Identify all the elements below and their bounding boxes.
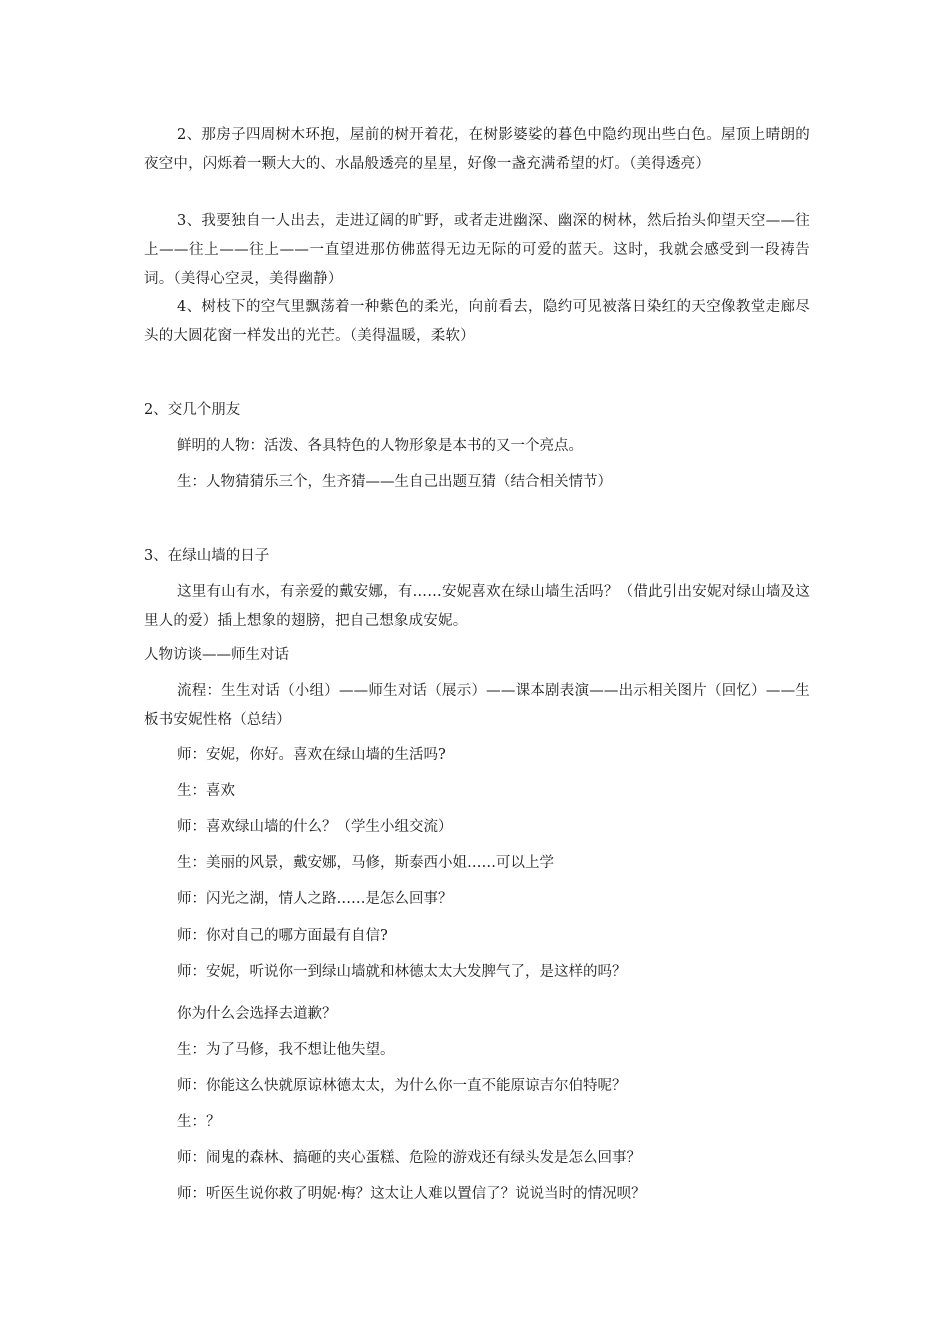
dialog-line: 师：安妮，你好。喜欢在绿山墙的生活吗?	[177, 747, 446, 763]
dialog-line: 师：你能这么快就原谅林德太太，为什么你一直不能原谅吉尔伯特呢？	[177, 1078, 627, 1094]
dialog-line: 你为什么会选择去道歉？	[177, 1006, 337, 1022]
paragraph-intro: 这里有山有水，有亲爱的戴安娜，有……安妮喜欢在绿山墙生活吗？（借此引出安妮对绿山墙及这里人的爱）插上想象的翅膀，把自己想象成安妮。	[144, 584, 810, 629]
paragraph-beauty-2: 2、那房子四周树木环抱，屋前的树开着花，在树影婆娑的暮色中隐约现出些白色。屋顶上晴朗的夜空中，闪烁着一颗大大的、水晶般透亮的星星，好像一盏充满希望的灯。（美得透亮）	[144, 127, 810, 172]
dialog-line: 生：美丽的风景，戴安娜，马修，斯泰西小姐……可以上学	[177, 855, 554, 871]
dialog-line: 生：为了马修，我不想让他失望。	[177, 1042, 395, 1058]
dialog-line: 生：？	[177, 1114, 221, 1130]
text-line: 鲜明的人物：活泼、各具特色的人物形象是本书的又一个亮点。	[177, 438, 583, 454]
paragraph-beauty-4: 4、树枝下的空气里飘荡着一种紫色的柔光，向前看去，隐约可见被落日染红的天空像教堂走廊尽头的大圆花窗一样发出的光芒。（美得温暖，柔软）	[144, 299, 810, 344]
text-line: 生：人物猜猜乐三个，生齐猜——生自己出题互猜（结合相关情节）	[177, 474, 612, 490]
dialog-line: 师：听医生说你救了明妮·梅？这太让人难以置信了？说说当时的情况呗？	[177, 1186, 646, 1202]
section-heading-green-gables: 3、在绿山墙的日子	[144, 548, 270, 564]
dialog-line: 师：喜欢绿山墙的什么？（学生小组交流）	[177, 819, 453, 835]
section-heading-friends: 2、交几个朋友	[144, 402, 241, 418]
paragraph-beauty-3: 3、我要独自一人出去，走进辽阔的旷野，或者走进幽深、幽深的树林，然后抬头仰望天空——往上——往上——往上——一直望进那仿佛蓝得无边无际的可爱的蓝天。这时，我就会感受到一段祷告词。（美得心空灵，美得幽静）	[144, 213, 810, 287]
subheading-interview: 人物访谈——师生对话	[144, 647, 289, 663]
dialog-line: 师：闪光之湖，情人之路……是怎么回事？	[177, 891, 453, 907]
dialog-line: 师：你对自己的哪方面最有自信?	[177, 928, 388, 944]
dialog-line: 生：喜欢	[177, 783, 235, 799]
dialog-line: 师：安妮，听说你一到绿山墙就和林德太太大发脾气了，是这样的吗？	[177, 964, 627, 980]
paragraph-flow: 流程：生生对话（小组）——师生对话（展示）——课本剧表演——出示相关图片（回忆）——生板书安妮性格（总结）	[144, 683, 810, 728]
dialog-line: 师：闹鬼的森林、搞砸的夹心蛋糕、危险的游戏还有绿头发是怎么回事？	[177, 1150, 641, 1166]
